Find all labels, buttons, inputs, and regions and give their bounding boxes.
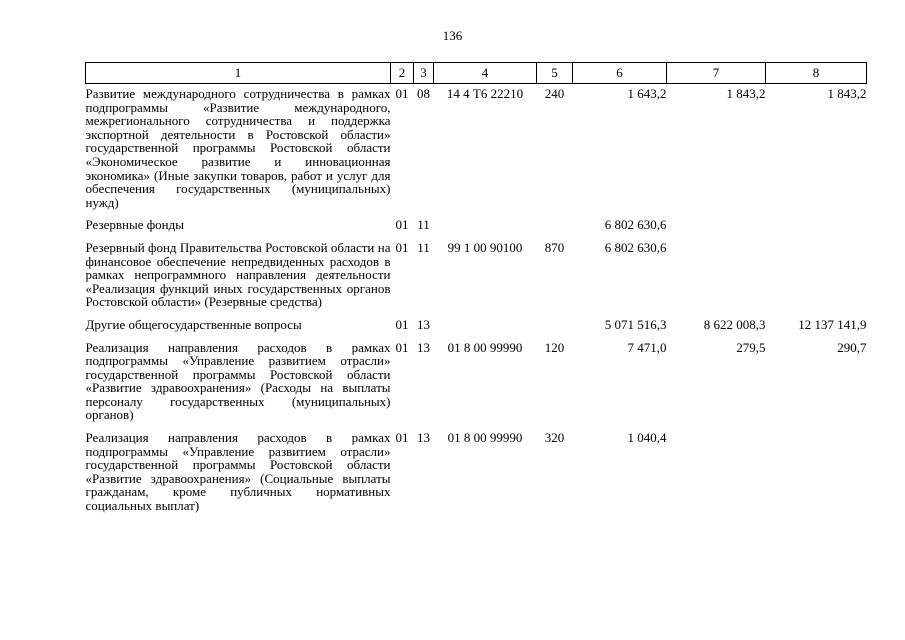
column-header: 5 bbox=[537, 63, 573, 84]
table-row bbox=[86, 315, 867, 338]
amount-col-8: 12 137 141,9 bbox=[798, 316, 867, 332]
column-header: 7 bbox=[667, 63, 766, 84]
table-row bbox=[86, 428, 867, 513]
amount-col-6: 5 071 516,3 bbox=[604, 316, 667, 332]
amount-col-8 bbox=[766, 428, 867, 513]
target-article-code: 99 1 00 90100 bbox=[447, 239, 523, 255]
expense-type-code bbox=[537, 215, 573, 238]
target-article-code: 14 4 Т6 22210 bbox=[446, 86, 524, 101]
amount-col-6: 6 802 630,6 bbox=[604, 217, 667, 233]
target-article-code: 01 8 00 99990 bbox=[447, 430, 523, 446]
row-name: Другие общегосударственные вопросы bbox=[85, 316, 302, 332]
table-row bbox=[86, 338, 867, 429]
column-header: 2 bbox=[391, 63, 414, 84]
amount-col-6: 7 471,0 bbox=[627, 339, 667, 355]
subsection-code: 13 bbox=[417, 430, 430, 446]
subsection-code: 11 bbox=[417, 239, 430, 255]
column-header: 4 bbox=[434, 63, 537, 84]
amount-col-7 bbox=[667, 428, 766, 513]
row-name: Реализация направления расходов в рамках подпрограммы «Управление развитием отрасли» государственной программы Ростовской области «Развитие здравоохранения» (Социальные выплаты гражданам, кроме публичных нормативных социальных выплат) bbox=[85, 430, 391, 514]
table-header-row bbox=[86, 63, 867, 84]
section-code: 01 bbox=[395, 239, 409, 255]
amount-col-7 bbox=[667, 215, 766, 238]
budget-table bbox=[85, 62, 867, 513]
row-name: Развитие международного сотрудничества в рамках подпрограммы «Развитие международного, межрегионального сотрудничества и поддержка экспортной деятельности в Ростовской области» государственной программы Ростовской области «Экономическое развитие и инновационная экономика» (Иные закупки товаров, работ и услуг для обеспечения государственных (муниципальных) нужд) bbox=[85, 86, 391, 210]
expense-type-code: 320 bbox=[544, 430, 565, 446]
expense-type-code: 120 bbox=[544, 339, 565, 355]
section-code: 01 bbox=[395, 339, 409, 355]
amount-col-8: 290,7 bbox=[837, 339, 867, 355]
amount-col-8 bbox=[766, 215, 867, 238]
amount-col-7: 8 622 008,3 bbox=[703, 316, 766, 332]
table-row bbox=[86, 215, 867, 238]
subsection-code: 13 bbox=[417, 339, 430, 355]
column-header: 1 bbox=[86, 63, 391, 84]
amount-col-7: 1 843,2 bbox=[726, 86, 766, 101]
row-name: Резервный фонд Правительства Ростовской области на финансовое обеспечение непредвиденных расходов в рамках непрограммного направления деятельности «Реализация функций иных государственных органов Ростовской области» (Резервные средства) bbox=[85, 239, 391, 310]
column-header: 6 bbox=[573, 63, 667, 84]
target-article-code bbox=[434, 315, 537, 338]
amount-col-6: 6 802 630,6 bbox=[604, 239, 667, 255]
expense-type-code: 870 bbox=[544, 239, 565, 255]
row-name: Реализация направления расходов в рамках подпрограммы «Управление развитием отрасли» государственной программы Ростовской области «Развитие здравоохранения» (Расходы на выплаты персоналу государственных (муниципальных) органов) bbox=[85, 339, 391, 423]
subsection-code: 11 bbox=[417, 217, 430, 233]
page-number: 136 bbox=[442, 28, 463, 43]
amount-col-7: 279,5 bbox=[736, 339, 766, 355]
expense-type-code: 240 bbox=[544, 86, 565, 101]
amount-col-6: 1 643,2 bbox=[627, 86, 667, 101]
expense-type-code bbox=[537, 315, 573, 338]
target-article-code bbox=[434, 215, 537, 238]
amount-col-7 bbox=[667, 238, 766, 315]
section-code: 01 bbox=[395, 316, 409, 332]
section-code: 01 bbox=[395, 217, 409, 233]
row-name: Резервные фонды bbox=[85, 217, 184, 233]
subsection-code: 13 bbox=[417, 316, 430, 332]
section-code: 01 bbox=[395, 430, 409, 446]
amount-col-8 bbox=[766, 238, 867, 315]
amount-col-6: 1 040,4 bbox=[627, 430, 667, 446]
table-row bbox=[86, 84, 867, 216]
section-code: 01 bbox=[395, 86, 409, 101]
column-header: 3 bbox=[414, 63, 434, 84]
subsection-code: 08 bbox=[417, 86, 430, 101]
table-row bbox=[86, 238, 867, 315]
column-header: 8 bbox=[766, 63, 867, 84]
target-article-code: 01 8 00 99990 bbox=[447, 339, 523, 355]
amount-col-8: 1 843,2 bbox=[827, 86, 867, 101]
